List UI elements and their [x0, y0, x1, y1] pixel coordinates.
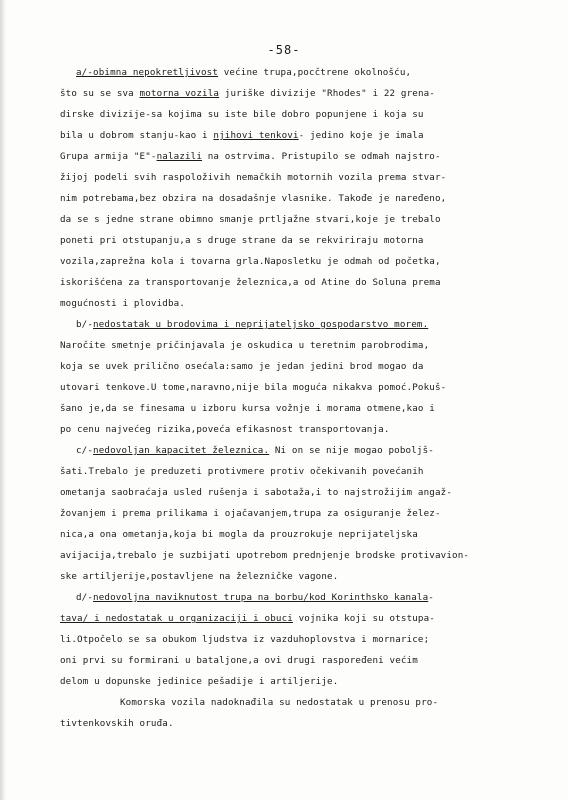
text-line [60, 650, 560, 671]
text-line [60, 167, 560, 188]
text-line [60, 377, 560, 398]
text-segment: d/- [76, 592, 94, 603]
text-segment: oni prvi su formirani u bataljone,a ovi drugi raspoređeni većim [60, 655, 418, 666]
text-line [60, 335, 560, 356]
text-segment: nim potrebama,bez obzira na dosadašnje vlasnike. Takođe je naređeno, [60, 193, 447, 204]
text-line [60, 419, 560, 440]
text-segment: vozila,zaprežna kola i tovarna grla.Naposletku je odmah od početka, [60, 256, 441, 267]
text-segment: Grupa armija "E"- [60, 151, 157, 162]
text-line [60, 566, 560, 587]
text-line [60, 713, 560, 734]
text-line [60, 671, 560, 692]
text-segment: delom u dopunske jedinice pešadije i artiljerije. [60, 676, 339, 687]
text-segment: Ni on se nije mogao poboljš- [269, 445, 434, 456]
text-line [60, 356, 560, 377]
text-line [60, 272, 560, 293]
text-line [60, 314, 560, 335]
text-segment: koja se uvek prilično osećala:samo je jedan jedini brod mogao da [60, 361, 424, 372]
text-line [60, 209, 560, 230]
text-segment: mogućnosti i plovidba. [60, 298, 185, 309]
text-line [60, 587, 560, 608]
text-segment: žijoj podeli svih raspoloživih nemačkih motornih vozila prema stvar- [60, 172, 447, 183]
underlined-text: nalazili [156, 151, 203, 162]
underlined-text: a/-obimna nepokretljivost [76, 67, 219, 78]
text-segment: ske artiljerije,postavljene na železničke vagone. [60, 571, 339, 582]
text-segment: nica,a ona ometanja,koja bi mogla da prouzrokuje neprijateljska [60, 529, 418, 540]
text-line [60, 545, 560, 566]
text-segment: Naročite smetnje pričinjavala je oskudica u teretnim parobrodima, [60, 340, 430, 351]
text-segment: ometanja saobraćaja usled rušenja i sabotaža,i to najstrožijim angaž- [60, 487, 453, 498]
text-segment: - [428, 592, 434, 603]
text-line [60, 62, 560, 83]
text-line [60, 230, 560, 251]
text-line [60, 83, 560, 104]
text-line [60, 251, 560, 272]
text-line [60, 608, 560, 629]
text-segment: šati.Trebalo je preduzeti protivmere protiv očekivanih povećanih [60, 466, 424, 477]
text-line [60, 188, 560, 209]
text-line [60, 692, 560, 713]
text-line [60, 104, 560, 125]
underlined-text: nedovoljan kapacitet železnica. [93, 445, 270, 456]
underlined-text: motorna vozila [139, 88, 220, 99]
scan-edge-shadow [0, 0, 6, 800]
text-segment: dirske divizije-sa kojima su iste bile dobro popunjene i koja su [60, 109, 424, 120]
text-segment: na ostrvima. Pristupilo se odmah najstro- [202, 151, 441, 162]
text-segment: - jedino koje je imala [298, 130, 424, 141]
text-line [60, 629, 560, 650]
text-segment: što su se sva [60, 88, 140, 99]
text-segment: avijacija,trebalo je suzbijati upotrebom prednjenje brodske protivavion- [60, 550, 470, 561]
text-segment: šano je,da se finesama u izboru kursa vožnje i morama otmene,kao i [60, 403, 435, 414]
text-line [60, 461, 560, 482]
underlined-text: nedovoljna naviknutost trupa na borbu/kod Korinthsko kanala [93, 592, 429, 603]
text-segment: da se s jedne strane obimno smanje prtljažne stvari,koje je trebalo [60, 214, 441, 225]
text-segment: bila u dobrom stanju-kao i [60, 130, 214, 141]
text-segment: po cenu najvećeg rizika,poveća efikasnost transportovanja. [60, 424, 390, 435]
text-line [60, 524, 560, 545]
text-segment: b/- [76, 319, 94, 330]
text-line [60, 482, 560, 503]
text-segment: vojnika koji su otstupa- [292, 613, 435, 624]
text-line [60, 146, 560, 167]
text-line [60, 293, 560, 314]
underlined-text: nedostatak u brodovima i neprijateljsko gospodarstvo morem. [93, 319, 429, 330]
document-body [60, 62, 560, 734]
page-number: -58- [267, 43, 301, 57]
text-segment: žovanjem i prema prilikama i ojačavanjem,trupa za osiguranje želez- [60, 508, 441, 519]
text-segment: većine trupa,pocčtrene okolnošću, [218, 67, 412, 78]
text-segment: poneti pri otstupanju,a s druge strane da se rekviriraju motorna [60, 235, 424, 246]
text-segment: li.Otpočelo se sa obukom ljudstva iz vazduhoplovstva i mornarice; [60, 634, 430, 645]
underlined-text: tava/ i nedostatak u organizaciji i obuci [60, 613, 293, 624]
text-segment: utovari tenkove.U tome,naravno,nije bila moguća nikakva pomoć.Pokuš- [60, 382, 447, 393]
text-line [60, 125, 560, 146]
text-line [60, 440, 560, 461]
text-line [60, 398, 560, 419]
text-segment: iskorišćena za transportovanje železnica,a od Atine do Soluna prema [60, 277, 441, 288]
text-segment: juriške divizije "Rhodes" i 22 grena- [219, 88, 435, 99]
text-line [60, 503, 560, 524]
text-segment: c/- [76, 445, 94, 456]
text-segment: tivtenkovskih oruđa. [60, 718, 174, 729]
text-segment: Komorska vozila nadoknađila su nedostatak u prenosu pro- [120, 697, 439, 708]
underlined-text: njihovi tenkovi [213, 130, 299, 141]
